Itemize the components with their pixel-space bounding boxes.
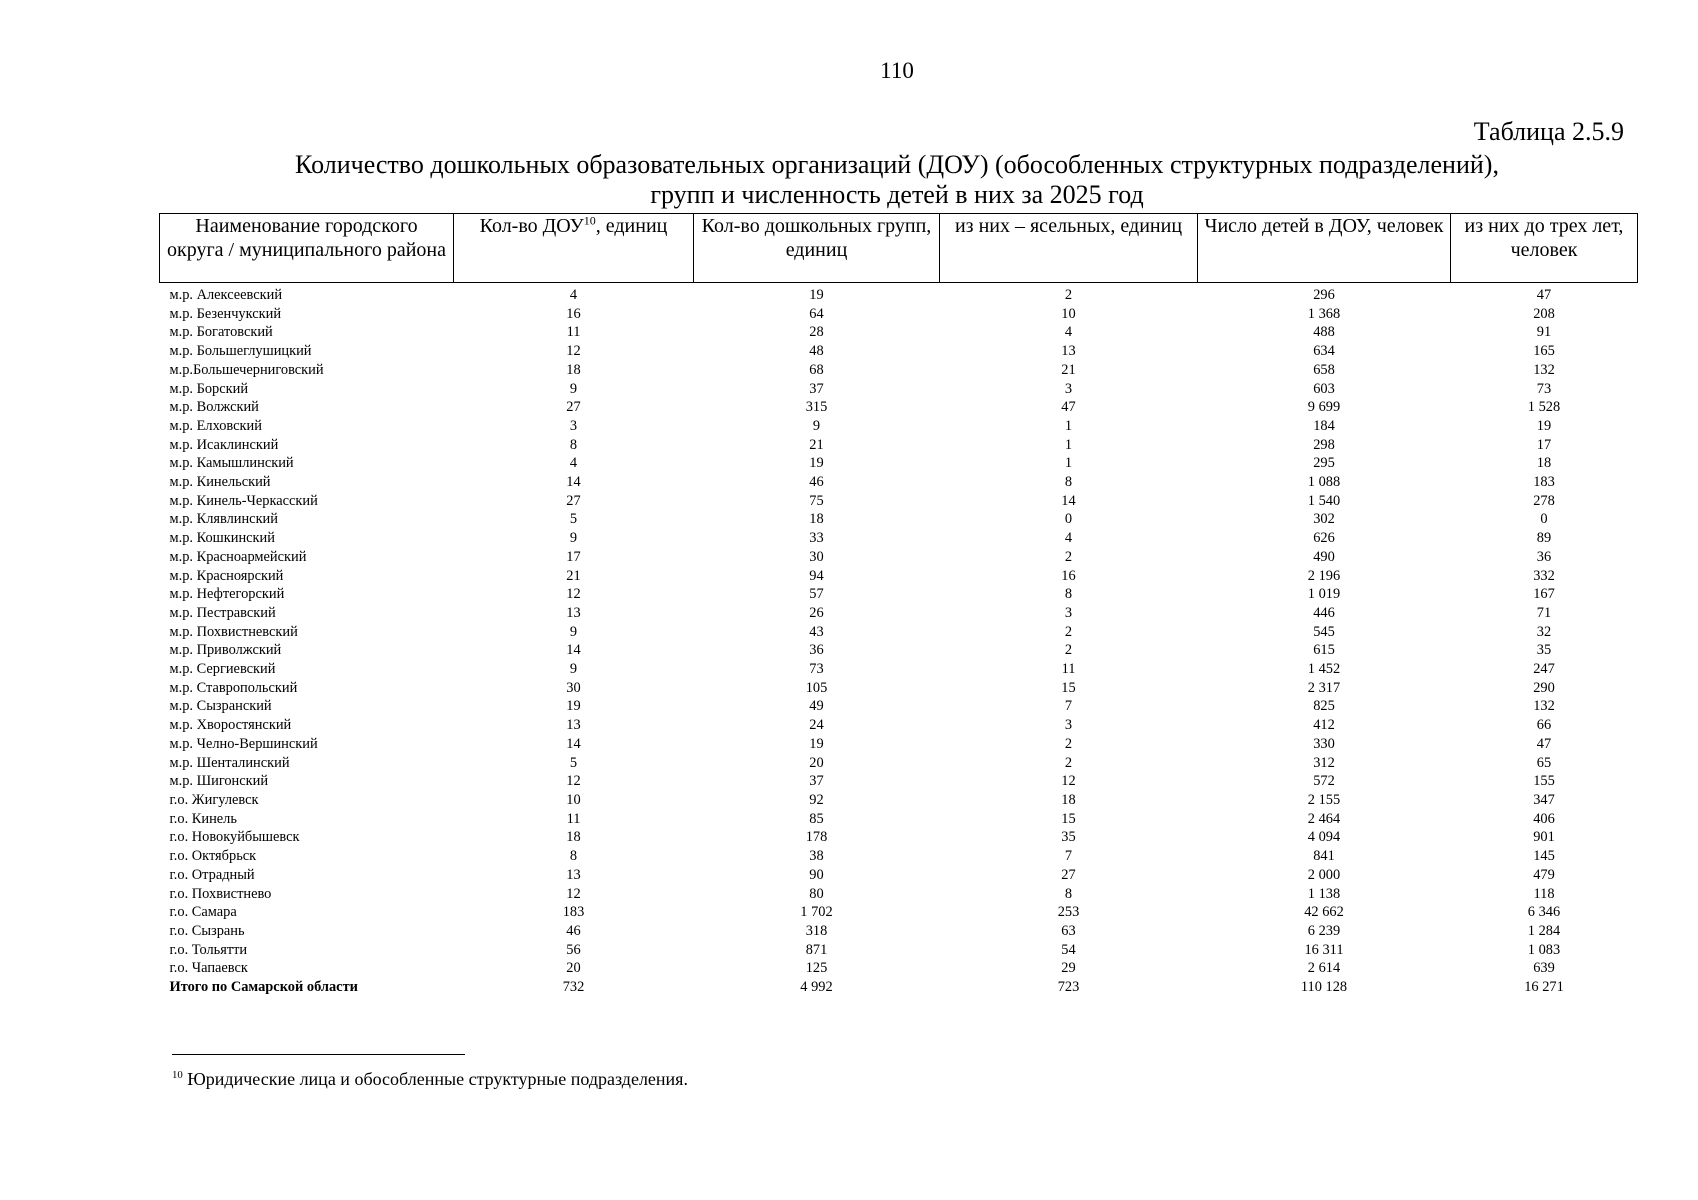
under3-count-cell: 208 [1533, 305, 1555, 322]
dou-count-cell: 12 [566, 773, 581, 790]
dou-count-cell: 14 [566, 642, 581, 659]
table-row [160, 454, 1638, 473]
children-count-cell: 6 239 [1307, 922, 1341, 939]
dou-count-cell: 30 [566, 679, 581, 696]
children-count-cell: 634 [1313, 343, 1335, 360]
table-row [160, 679, 1638, 698]
nursery-count-cell: 1 [1064, 417, 1073, 434]
children-count-cell: 1 540 [1307, 492, 1341, 509]
district-name-cell: м.р. Красноярский [169, 567, 284, 584]
nursery-count-cell: 27 [1061, 866, 1076, 883]
table-row [160, 754, 1638, 773]
table-row [160, 697, 1638, 716]
table-row [160, 959, 1638, 978]
table-title-line2: групп и численность детей в них за 2025 год [650, 180, 1144, 209]
table-row [160, 716, 1638, 735]
groups-count-cell: 48 [809, 343, 824, 360]
data-table [159, 213, 1638, 997]
dou-count-cell: 13 [566, 866, 581, 883]
dou-count-cell: 12 [566, 586, 581, 603]
table-row [160, 417, 1638, 436]
dou-count-cell: 8 [569, 848, 578, 865]
under3-count-cell: 167 [1533, 586, 1555, 603]
district-name-cell: м.р. Сызранский [169, 698, 272, 715]
district-name-cell: м.р. Кошкинский [169, 530, 275, 547]
dou-count-cell: 5 [569, 511, 578, 528]
under3-count-cell: 66 [1536, 717, 1552, 734]
groups-count-cell: 21 [809, 436, 824, 453]
under3-count-cell: 347 [1533, 791, 1555, 808]
header-dou-label: Кол-во ДОУ [479, 215, 584, 237]
nursery-count-cell: 1 [1064, 455, 1073, 472]
table-row [160, 903, 1638, 922]
table-row [160, 885, 1638, 904]
children-count-cell: 825 [1313, 698, 1335, 715]
dou-count-cell: 3 [569, 417, 578, 434]
district-name-cell: м.р. Камышлинский [169, 455, 294, 472]
under3-count-cell: 65 [1536, 754, 1552, 771]
header-name: Наименование городского округа / муниципального района [160, 214, 454, 283]
nursery-count-cell: 8 [1064, 586, 1073, 603]
groups-count-cell: 318 [805, 922, 828, 939]
children-count-cell: 2 155 [1307, 791, 1341, 808]
footnote-ref: 10 [583, 213, 596, 228]
under3-count-cell: 89 [1536, 530, 1552, 547]
nursery-count-cell: 3 [1064, 717, 1073, 734]
under3-count-cell: 1 528 [1527, 399, 1561, 416]
header-children: Число детей в ДОУ, человек [1198, 214, 1451, 283]
groups-count-cell: 43 [809, 623, 824, 640]
groups-count-cell: 30 [809, 548, 824, 565]
under3-count-cell: 247 [1533, 661, 1555, 678]
children-count-cell: 490 [1313, 548, 1335, 565]
header-groups: Кол-во дошкольных групп, единиц [694, 214, 940, 283]
dou-count-cell: 13 [566, 717, 581, 734]
under3-count-cell: 16 271 [1524, 979, 1564, 996]
dou-count-cell: 18 [566, 361, 581, 378]
table-row [160, 305, 1638, 324]
dou-count-cell: 5 [569, 754, 578, 771]
groups-count-cell: 19 [809, 455, 824, 472]
dou-count-cell: 11 [566, 324, 581, 341]
district-name-cell: м.р. Шенталинский [169, 754, 290, 771]
table-body [160, 283, 1638, 997]
dou-count-cell: 8 [569, 436, 578, 453]
under3-count-cell: 183 [1533, 474, 1555, 491]
dou-count-cell: 4 [569, 455, 578, 472]
children-count-cell: 658 [1313, 361, 1335, 378]
under3-count-cell: 0 [1540, 511, 1548, 528]
district-name-cell: м.р. Ставропольский [169, 679, 298, 696]
children-count-cell: 184 [1313, 417, 1335, 434]
district-name-cell: м.р. Шигонский [169, 773, 269, 790]
table-row [160, 473, 1638, 492]
table-row [160, 436, 1638, 455]
groups-count-cell: 36 [809, 642, 824, 659]
table-row [160, 548, 1638, 567]
district-name-cell: м.р. Большеглушицкий [169, 343, 312, 360]
nursery-count-cell: 12 [1061, 773, 1076, 790]
children-count-cell: 1 368 [1307, 305, 1341, 322]
table-row [160, 492, 1638, 511]
table-row [160, 866, 1638, 885]
table-row [160, 585, 1638, 604]
nursery-count-cell: 54 [1061, 941, 1076, 958]
nursery-count-cell: 11 [1061, 661, 1076, 678]
under3-count-cell: 17 [1536, 436, 1552, 453]
district-name-cell: г.о. Похвистнево [169, 885, 272, 902]
groups-count-cell: 64 [809, 305, 824, 322]
groups-count-cell: 18 [809, 511, 824, 528]
nursery-count-cell: 3 [1064, 380, 1073, 397]
children-count-cell: 572 [1313, 773, 1335, 790]
district-name-cell: Итого по Самарской области [169, 979, 358, 996]
groups-count-cell: 49 [809, 698, 824, 715]
groups-count-cell: 94 [809, 567, 824, 584]
header-row [160, 214, 1638, 283]
district-name-cell: г.о. Чапаевск [169, 960, 248, 977]
groups-count-cell: 37 [809, 773, 824, 790]
groups-count-cell: 75 [809, 492, 824, 509]
table-row [160, 283, 1638, 305]
nursery-count-cell: 2 [1064, 735, 1073, 752]
children-count-cell: 110 128 [1300, 979, 1348, 996]
footnote-marker: 10 [172, 1069, 183, 1081]
under3-count-cell: 73 [1536, 380, 1552, 397]
groups-count-cell: 80 [809, 885, 824, 902]
dou-count-cell: 16 [566, 305, 581, 322]
table-row [160, 398, 1638, 417]
groups-count-cell: 315 [805, 399, 828, 416]
district-name-cell: м.р. Пестравский [169, 604, 276, 621]
under3-count-cell: 91 [1536, 324, 1552, 341]
nursery-count-cell: 4 [1064, 324, 1073, 341]
children-count-cell: 296 [1313, 287, 1335, 303]
table-title-line1: Количество дошкольных образовательных организаций (ДОУ) (обособленных структурных подразделений), [295, 150, 1499, 179]
groups-count-cell: 57 [809, 586, 824, 603]
district-name-cell: м.р. Клявлинский [169, 511, 278, 528]
nursery-count-cell: 18 [1061, 791, 1076, 808]
nursery-count-cell: 0 [1064, 511, 1073, 528]
table-row [160, 361, 1638, 380]
nursery-count-cell: 253 [1057, 904, 1080, 921]
table-row [160, 828, 1638, 847]
district-name-cell: м.р.Большечерниговский [169, 361, 324, 378]
under3-count-cell: 36 [1536, 548, 1552, 565]
under3-count-cell: 165 [1533, 343, 1555, 360]
district-name-cell: г.о. Сызрань [169, 922, 245, 939]
nursery-count-cell: 2 [1064, 642, 1073, 659]
district-name-cell: г.о. Самара [169, 904, 237, 921]
table-title [160, 150, 1634, 210]
children-count-cell: 545 [1313, 623, 1335, 640]
children-count-cell: 615 [1313, 642, 1335, 659]
under3-count-cell: 639 [1533, 960, 1555, 977]
header-nursery: из них – ясельных, единиц [940, 214, 1198, 283]
district-name-cell: м.р. Алексеевский [169, 287, 283, 303]
nursery-count-cell: 21 [1061, 361, 1076, 378]
children-count-cell: 16 311 [1304, 941, 1344, 958]
nursery-count-cell: 723 [1057, 979, 1080, 996]
district-name-cell: м.р. Кинель-Черкасский [169, 492, 318, 509]
nursery-count-cell: 2 [1064, 623, 1073, 640]
table-row [160, 641, 1638, 660]
under3-count-cell: 901 [1533, 829, 1555, 846]
district-name-cell: г.о. Новокуйбышевск [169, 829, 300, 846]
dou-count-cell: 12 [566, 343, 581, 360]
table-row [160, 922, 1638, 941]
district-name-cell: м.р. Исаклинский [169, 436, 279, 453]
nursery-count-cell: 7 [1064, 698, 1073, 715]
under3-count-cell: 479 [1533, 866, 1555, 883]
district-name-cell: м.р. Красноармейский [169, 548, 307, 565]
groups-count-cell: 46 [809, 474, 824, 491]
dou-count-cell: 21 [566, 567, 581, 584]
children-count-cell: 330 [1313, 735, 1335, 752]
under3-count-cell: 47 [1536, 735, 1552, 752]
dou-count-cell: 20 [566, 960, 581, 977]
under3-count-cell: 19 [1536, 417, 1552, 434]
under3-count-cell: 332 [1533, 567, 1555, 584]
children-count-cell: 4 094 [1307, 829, 1341, 846]
groups-count-cell: 9 [812, 417, 821, 434]
table-number: Таблица 2.5.9 [1473, 117, 1624, 146]
district-name-cell: м.р. Кинельский [169, 474, 271, 491]
groups-count-cell: 37 [809, 380, 824, 397]
table-row [160, 342, 1638, 361]
footnote-text: Юридические лица и обособленные структурные подразделения. [182, 1069, 688, 1089]
nursery-count-cell: 4 [1064, 530, 1073, 547]
nursery-count-cell: 35 [1061, 829, 1076, 846]
children-count-cell: 2 196 [1307, 567, 1341, 584]
dou-count-cell: 9 [569, 380, 578, 397]
header-dou-suffix: , единиц [595, 215, 668, 237]
nursery-count-cell: 3 [1064, 604, 1073, 621]
children-count-cell: 295 [1313, 455, 1335, 472]
district-name-cell: г.о. Октябрьск [169, 848, 257, 865]
nursery-count-cell: 8 [1064, 885, 1073, 902]
dou-count-cell: 19 [566, 698, 581, 715]
dou-count-cell: 9 [569, 623, 578, 640]
table-row [160, 735, 1638, 754]
children-count-cell: 2 317 [1307, 679, 1341, 696]
table-row [160, 623, 1638, 642]
under3-count-cell: 71 [1536, 604, 1552, 621]
dou-count-cell: 11 [566, 810, 581, 827]
dou-count-cell: 56 [566, 941, 581, 958]
district-name-cell: м.р. Волжский [169, 399, 259, 416]
dou-count-cell: 732 [562, 979, 585, 996]
children-count-cell: 2 000 [1307, 866, 1341, 883]
groups-count-cell: 105 [805, 679, 828, 696]
groups-count-cell: 38 [809, 848, 824, 865]
district-name-cell: г.о. Тольятти [169, 941, 248, 958]
table-row [160, 567, 1638, 586]
groups-count-cell: 68 [809, 361, 824, 378]
table-row [160, 604, 1638, 623]
district-name-cell: м.р. Челно-Вершинский [169, 735, 318, 752]
children-count-cell: 2 614 [1307, 960, 1341, 977]
children-count-cell: 298 [1313, 436, 1335, 453]
dou-count-cell: 9 [569, 661, 578, 678]
nursery-count-cell: 2 [1064, 754, 1073, 771]
nursery-count-cell: 63 [1061, 922, 1076, 939]
district-name-cell: м.р. Елховский [169, 417, 262, 434]
children-count-cell: 1 138 [1307, 885, 1341, 902]
under3-count-cell: 145 [1533, 848, 1555, 865]
under3-count-cell: 6 346 [1527, 904, 1561, 921]
dou-count-cell: 4 [569, 287, 578, 303]
district-name-cell: м.р. Хворостянский [169, 717, 292, 734]
under3-count-cell: 155 [1533, 773, 1555, 790]
district-name-cell: г.о. Отрадный [169, 866, 255, 883]
groups-count-cell: 19 [809, 287, 824, 303]
table-row [160, 772, 1638, 791]
district-name-cell: г.о. Кинель [169, 810, 237, 827]
dou-count-cell: 18 [566, 829, 581, 846]
table-row [160, 380, 1638, 399]
footnote-divider [172, 1054, 465, 1055]
header-dou [454, 214, 694, 283]
nursery-count-cell: 16 [1061, 567, 1076, 584]
district-name-cell: м.р. Приволжский [169, 642, 282, 659]
under3-count-cell: 1 083 [1527, 941, 1561, 958]
table-row [160, 941, 1638, 960]
children-count-cell: 1 452 [1307, 661, 1341, 678]
dou-count-cell: 9 [569, 530, 578, 547]
dou-count-cell: 27 [566, 399, 581, 416]
district-name-cell: м.р. Богатовский [169, 324, 273, 341]
children-count-cell: 312 [1313, 754, 1335, 771]
groups-count-cell: 1 702 [800, 904, 833, 921]
table-row [160, 510, 1638, 529]
groups-count-cell: 28 [809, 324, 824, 341]
under3-count-cell: 278 [1533, 492, 1555, 509]
under3-count-cell: 1 284 [1527, 922, 1561, 939]
nursery-count-cell: 15 [1061, 810, 1076, 827]
children-count-cell: 302 [1313, 511, 1335, 528]
under3-count-cell: 35 [1536, 642, 1552, 659]
under3-count-cell: 290 [1533, 679, 1555, 696]
dou-count-cell: 46 [566, 922, 581, 939]
children-count-cell: 9 699 [1307, 399, 1341, 416]
page-number: 110 [880, 58, 914, 83]
nursery-count-cell: 1 [1064, 436, 1073, 453]
children-count-cell: 488 [1313, 324, 1335, 341]
groups-count-cell: 90 [809, 866, 824, 883]
district-name-cell: м.р. Нефтегорский [169, 586, 285, 603]
footnote [172, 1069, 688, 1090]
total-row [160, 978, 1638, 997]
groups-count-cell: 125 [805, 960, 828, 977]
groups-count-cell: 178 [805, 829, 828, 846]
dou-count-cell: 14 [566, 735, 581, 752]
dou-count-cell: 13 [566, 604, 581, 621]
children-count-cell: 1 019 [1307, 586, 1341, 603]
table-row [160, 847, 1638, 866]
nursery-count-cell: 2 [1064, 548, 1073, 565]
under3-count-cell: 406 [1533, 810, 1555, 827]
district-name-cell: м.р. Похвистневский [169, 623, 298, 640]
children-count-cell: 603 [1313, 380, 1335, 397]
children-count-cell: 42 662 [1304, 904, 1344, 921]
groups-count-cell: 871 [805, 941, 828, 958]
nursery-count-cell: 10 [1061, 305, 1076, 322]
under3-count-cell: 32 [1536, 623, 1552, 640]
under3-count-cell: 47 [1536, 287, 1552, 303]
table-row [160, 810, 1638, 829]
nursery-count-cell: 7 [1064, 848, 1073, 865]
dou-count-cell: 183 [562, 904, 585, 921]
under3-count-cell: 132 [1533, 698, 1555, 715]
groups-count-cell: 24 [809, 717, 824, 734]
children-count-cell: 2 464 [1307, 810, 1341, 827]
dou-count-cell: 27 [566, 492, 581, 509]
children-count-cell: 412 [1313, 717, 1335, 734]
children-count-cell: 446 [1313, 604, 1335, 621]
district-name-cell: м.р. Безенчукский [169, 305, 282, 322]
under3-count-cell: 132 [1533, 361, 1555, 378]
groups-count-cell: 4 992 [800, 979, 833, 996]
nursery-count-cell: 8 [1064, 474, 1073, 491]
nursery-count-cell: 15 [1061, 679, 1076, 696]
groups-count-cell: 92 [809, 791, 824, 808]
nursery-count-cell: 47 [1061, 399, 1076, 416]
dou-count-cell: 14 [566, 474, 581, 491]
header-under3: из них до трех лет, человек [1451, 214, 1638, 283]
table-row [160, 791, 1638, 810]
children-count-cell: 626 [1313, 530, 1335, 547]
groups-count-cell: 73 [809, 661, 824, 678]
table-row [160, 323, 1638, 342]
groups-count-cell: 20 [809, 754, 824, 771]
table-row [160, 660, 1638, 679]
district-name-cell: м.р. Борский [169, 380, 249, 397]
dou-count-cell: 10 [566, 791, 581, 808]
table-row [160, 529, 1638, 548]
nursery-count-cell: 2 [1064, 287, 1073, 303]
nursery-count-cell: 13 [1061, 343, 1076, 360]
dou-count-cell: 17 [566, 548, 581, 565]
district-name-cell: м.р. Сергиевский [169, 661, 276, 678]
under3-count-cell: 118 [1533, 885, 1555, 902]
district-name-cell: г.о. Жигулевск [169, 791, 259, 808]
groups-count-cell: 33 [809, 530, 824, 547]
groups-count-cell: 19 [809, 735, 824, 752]
groups-count-cell: 26 [809, 604, 824, 621]
nursery-count-cell: 14 [1061, 492, 1076, 509]
under3-count-cell: 18 [1536, 455, 1552, 472]
children-count-cell: 1 088 [1307, 474, 1341, 491]
groups-count-cell: 85 [809, 810, 824, 827]
nursery-count-cell: 29 [1061, 960, 1076, 977]
dou-count-cell: 12 [566, 885, 581, 902]
children-count-cell: 841 [1313, 848, 1335, 865]
